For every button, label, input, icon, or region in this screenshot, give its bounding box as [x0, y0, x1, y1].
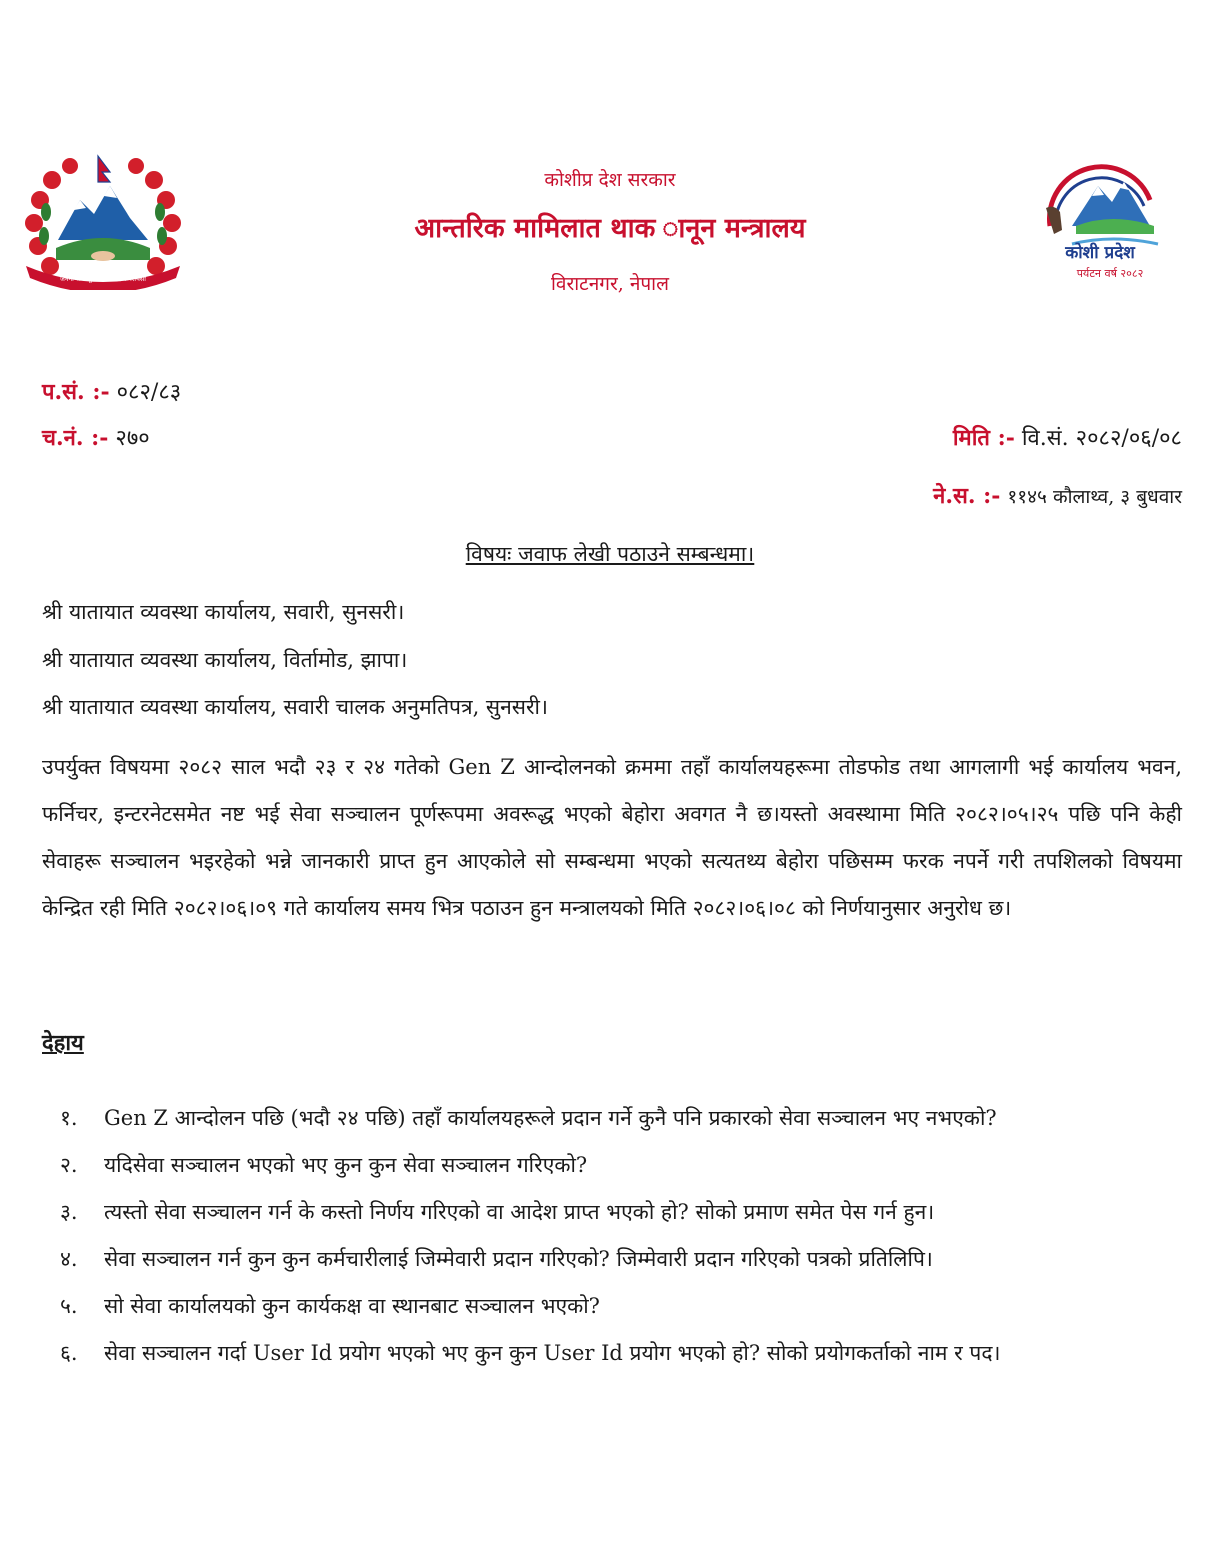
list-item [60, 1190, 1182, 1235]
list-item [60, 1096, 1182, 1141]
list-item-text: त्यस्तो सेवा सञ्चालन गर्न के कस्तो निर्णय गरिएको वा आदेश प्राप्त भएको हो? सोको प्रमाण समेत पेस गर्न हुन। [104, 1200, 935, 1224]
date-nepal-sambat [933, 480, 1182, 510]
logo-subtitle: पर्यटन वर्ष २०८२ [1076, 267, 1144, 280]
list-item-number: ५. [60, 1294, 78, 1318]
nepal-sambat-label: ने.स. :- [933, 483, 1001, 509]
logo-title: कोशी प्रदेश [1065, 243, 1135, 263]
list-item-text: यदिसेवा सञ्चालन भएको भए कुन कुन सेवा सञ्चालन गरिएको? [104, 1153, 588, 1177]
date-bs [953, 422, 1182, 452]
list-item-number: १. [60, 1106, 78, 1130]
list-item-text: सो सेवा कार्यालयको कुन कार्यकक्ष वा स्थानबाट सञ्चालन भएको? [104, 1294, 600, 1318]
question-list [60, 1096, 1182, 1378]
list-item [60, 1331, 1182, 1376]
nepal-sambat-value: ११४५ कौलाथ्व, ३ बुधवार [1007, 486, 1182, 508]
addressee-line: श्री यातायात व्यवस्था कार्यालय, विर्तामोड, झापा। [42, 648, 408, 672]
dispatch-number [42, 422, 150, 452]
koshi-pradesh-logo-icon [1032, 160, 1172, 285]
dispatch-value: २७० [115, 426, 150, 451]
addressee-line: श्री यातायात व्यवस्था कार्यालय, सवारी चालक अनुमतिपत्र, सुनसरी। [42, 695, 548, 719]
list-item-number: ४. [60, 1247, 78, 1271]
list-item-number: ६. [60, 1341, 78, 1365]
list-item [60, 1237, 1182, 1282]
office-address: विराटनगर, नेपाल [551, 273, 669, 295]
ministry-name: आन्तरिक मामिलात थाक ानून मन्त्रालय [414, 213, 806, 244]
list-item-text: सेवा सञ्चालन गर्दा User Id प्रयोग भएको भए कुन कुन User Id प्रयोग भएको हो? सोको प्रयोगकर्ताको नाम र पद। [104, 1341, 1001, 1365]
details-heading: देहाय [42, 1030, 84, 1056]
svg-text:जननी जन्मभूमिश्च स्वर्गादपि गर: जननी जन्मभूमिश्च स्वर्गादपि गरीयसी [60, 275, 146, 283]
list-item [60, 1143, 1182, 1188]
dispatch-label: च.नं. :- [42, 425, 109, 451]
date-value: वि.सं. २०८२/०६/०८ [1021, 426, 1182, 451]
letter-subject: विषयः जवाफ लेखी पठाउने सम्बन्धमा। [465, 542, 755, 566]
list-item-text: सेवा सञ्चालन गर्न कुन कुन कर्मचारीलाई जिम्मेवारी प्रदान गरिएको? जिम्मेवारी प्रदान गरिएको पत्रको प्रतिलिपि। [104, 1247, 933, 1271]
government-name: कोशीप्र देश सरकार [544, 169, 676, 191]
list-item [60, 1284, 1182, 1329]
letter-body: उपर्युक्त विषयमा २०८२ साल भदौ २३ र २४ गतेको Gen Z आन्दोलनको क्रममा तहाँ कार्यालयहरूमा तोडफोड तथा आगलागी भई कार्यालय भवन, फर्निचर, इन्टरनेटसमेत नष्ट भई सेवा सञ्चालन पूर्णरूपमा अवरूद्ध भएको बेहोरा अवगत नै छ।यस्तो अवस्थामा मिति २०८२।०५।२५ पछि पनि केही सेवाहरू सञ्चालन भइरहेको भन्ने जानकारी प्राप्त हुन आएकोले सो सम्बन्धमा भएको सत्यतथ्य बेहोरा पछिसम्म फरक नपर्ने गरी तपशिलको विषयमा केन्द्रित रही मिति २०८२।०६।०९ गते कार्यालय समय भित्र पठाउन हुन मन्त्रालयको मिति २०८२।०६।०८ को निर्णयानुसार अनुरोध छ। [42, 755, 1182, 920]
ref-value: ०८२/८३ [116, 380, 182, 405]
ref-label: प.सं. :- [42, 379, 110, 405]
reference-number [42, 376, 181, 406]
addressee-line: श्री यातायात व्यवस्था कार्यालय, सवारी, सुनसरी। [42, 600, 405, 624]
list-item-number: २. [60, 1153, 78, 1177]
date-label: मिति :- [952, 425, 1015, 451]
list-item-number: ३. [60, 1200, 78, 1224]
list-item-text: Gen Z आन्दोलन पछि (भदौ २४ पछि) तहाँ कार्यालयहरूले प्रदान गर्ने कुनै पनि प्रकारको सेवा सञ्चालन भए नभएको? [104, 1106, 997, 1130]
